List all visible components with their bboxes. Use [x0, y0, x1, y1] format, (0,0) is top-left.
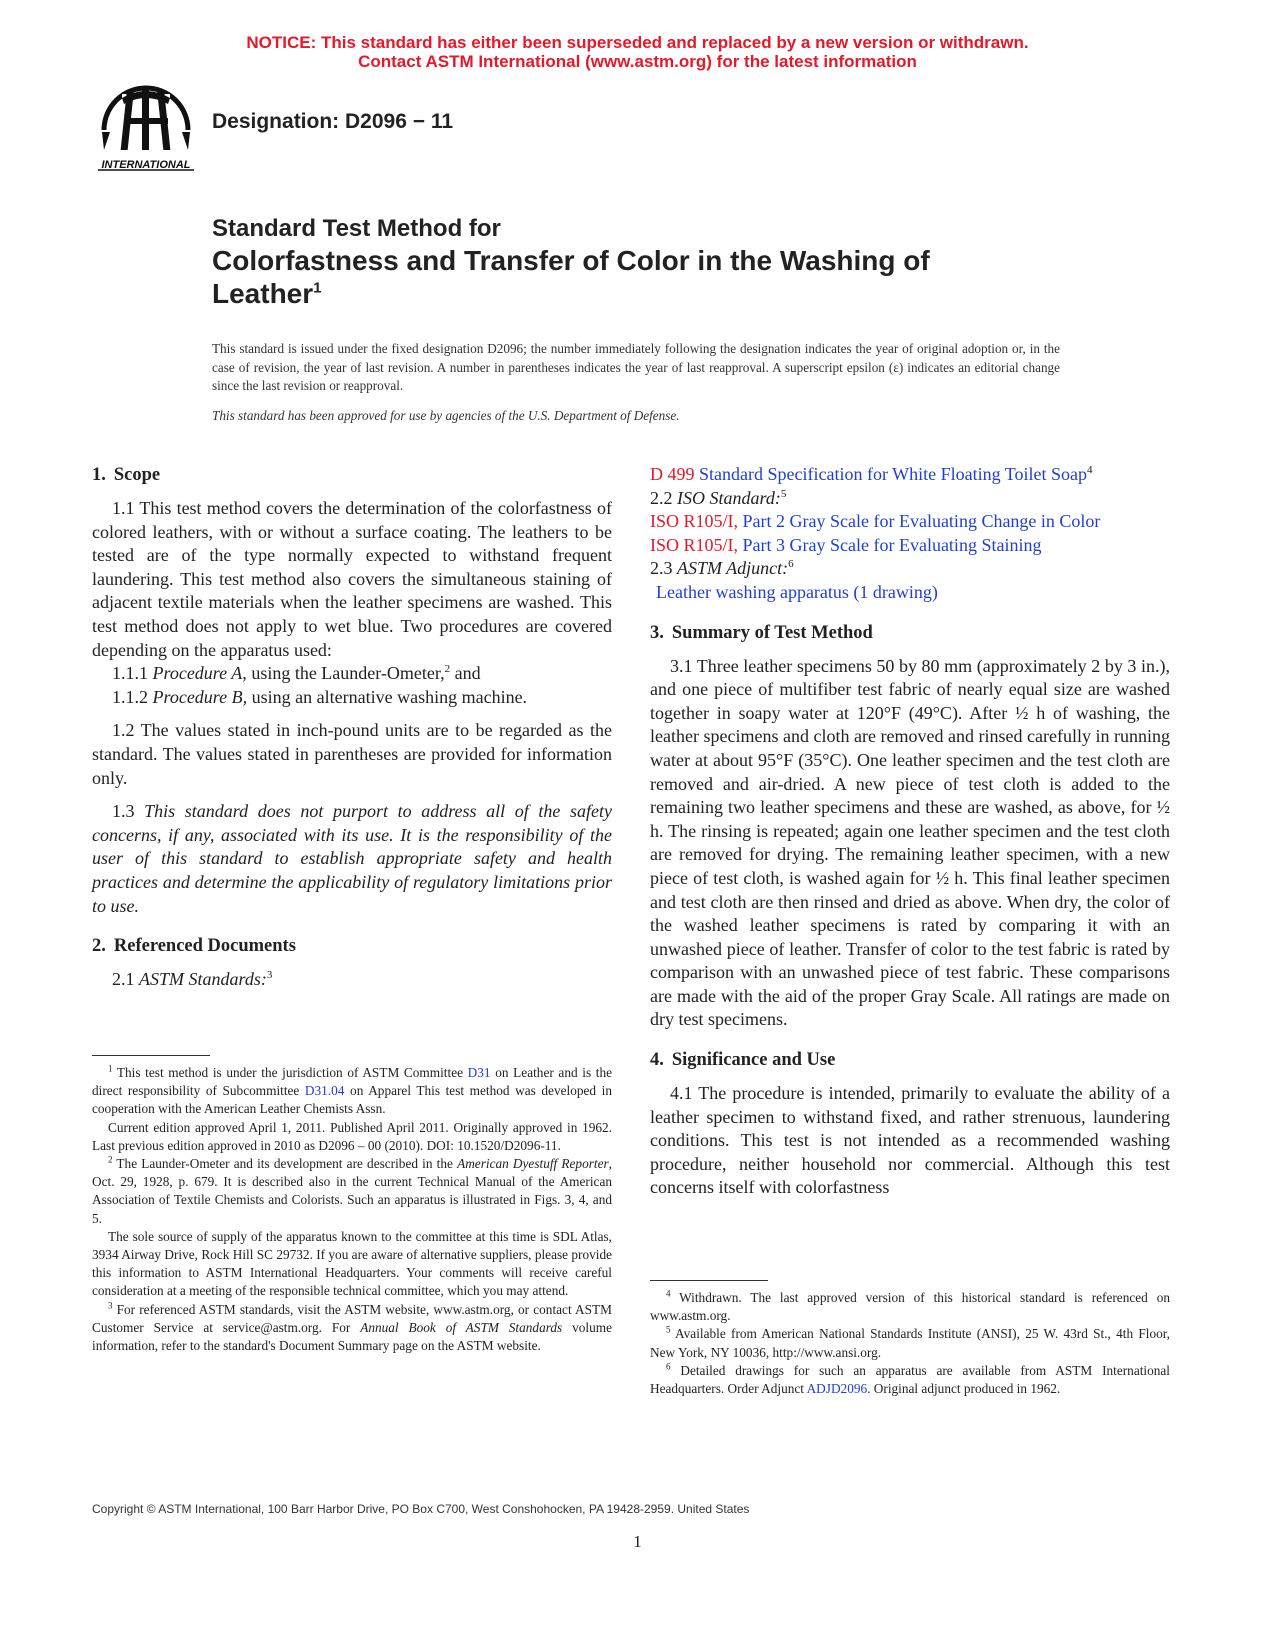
- para-1-2: 1.2 The values stated in inch-pound units are to be regarded as the standard. The values stated in parentheses are provided for information only.: [92, 720, 612, 788]
- issue-note: This standard is issued under the fixed designation D2096; the number immediately following the designation indicates the year of original adoption or, in the case of revision, the year of last revision. A number in parentheses indicates the year of last reapproval. A superscript epsilon (ε) indicates an editorial change since the last revision or reapproval.: [212, 341, 1060, 393]
- footnote-6: $^6$ Detailed drawings for such an apparatus are available from ASTM International Headquarters. Order Adjunct ADJD2096. Original adjunct produced in 1962.: [650, 1361, 1170, 1397]
- footnotes-left: [92, 1055, 612, 1355]
- footnote-rule: [92, 1055, 210, 1056]
- ref-d499: D 499 Standard Specification for White Floating Toilet Soap$^4$: [650, 464, 1093, 484]
- section-heading-significance: 4. Significance and Use: [650, 1050, 836, 1071]
- adjunct-link: Leather washing apparatus (1 drawing): [656, 581, 938, 602]
- title-line-1: Standard Test Method for: [212, 215, 501, 242]
- ref-iso-part2-code[interactable]: ISO R105/I,: [650, 511, 739, 532]
- footnote-1: $^1$ This test method is under the jurisdiction of ASTM Committee D31 on Leather and is the direct responsibility of Subcommittee D31.04 on Apparel This test method was developed in cooperation with the American Leather Chemists Assn.: [92, 1063, 613, 1117]
- section-heading-referenced-documents: 2. Referenced Documents: [92, 936, 296, 957]
- para-3-1: 3.1 Three leather specimens 50 by 80 mm (approximately 2 by 3 in.), and one piece of multifiber test fabric of nearly equal size are washed together in soapy water at 120°F (49°C). After ½ h of washing, the leather specimens and cloth are removed and rinsed carefully in running water at about 95°F (35°C). One leather specimen and the test cloth are removed and air-dried. A new piece of test cloth is added to the remaining two leather specimens and these are washed, as above, for ½ h. The rinsing is repeated; again one leather specimen and the test cloth are removed for drying. The remaining leather specimen, with a new piece of test cloth, is washed again for ½ h. This final leather specimen and test cloth are then rinsed and dried as above. When dry, the color of the washed leather specimens is rated by comparing it with an unwashed piece of leather. Transfer of color to the test fabric is rated by comparison with an unwashed piece of test fabric. These comparisons are made with the aid of the proper Gray Scale. All ratings are made on dry test specimens.: [650, 655, 1170, 1030]
- para-1-1: 1.1 This test method covers the determination of the colorfastness of colored leathers, with or without a surface coating. The leathers to be tested are of the type normally expected to withstand frequent laundering. This test method also covers the simultaneous staining of adjacent textile materials when the leather specimens are washed. This test method does not apply to wet blue. Two procedures are covered depending on the apparatus used:: [92, 498, 612, 660]
- notice-line-1: NOTICE: This standard has either been superseded and replaced by a new version or withdrawn.: [246, 33, 1029, 52]
- para-2-1: 2.1 ASTM Standards:$^3$: [112, 969, 273, 990]
- footnote-5: $^5$ Available from American National Standards Institute (ANSI), 25 W. 43rd St., 4th Floor, New York, NY 10036, http://www.ansi.org.: [650, 1324, 1170, 1360]
- designation: Designation: D2096 − 11: [212, 110, 454, 133]
- withdrawal-notice: [0, 33, 1275, 71]
- ref-iso-part3-code[interactable]: ISO R105/I,: [650, 534, 739, 555]
- link-d31-04[interactable]: D31.04: [304, 1083, 345, 1099]
- ref-iso-part3: [650, 534, 1170, 558]
- footnote-2: $^2$ The Launder-Ometer and its development are described in the American Dyestuff Reporter, Oct. 29, 1928, p. 679. It is described also in the current Technical Manual of the American Association of Textile Chemists and Colorists. Such an apparatus is illustrated in Figs. 3, 4, and 5.: [92, 1154, 612, 1226]
- footnote-rule: [650, 1280, 768, 1281]
- astm-logo: [92, 80, 200, 172]
- link-adjd2096[interactable]: ADJD2096: [806, 1381, 868, 1397]
- para-2-2: 2.2 ISO Standard:$^5$: [650, 487, 787, 508]
- ref-d499-code[interactable]: D 499: [650, 464, 695, 484]
- title-line-2: Colorfastness and Transfer of Color in the Washing of: [212, 245, 930, 276]
- footnote-4: $^4$ Withdrawn. The last approved version of this historical standard is referenced on www.astm.org.: [650, 1288, 1170, 1324]
- section-heading-summary: 3. Summary of Test Method: [650, 622, 873, 643]
- ref-iso-part2: [650, 510, 1170, 534]
- footnote-2-supplier: The sole source of supply of the apparatus known to the committee at this time is SDL Atlas, 3934 Airway Drive, Rock Hill SC 29732. If you are aware of alternative suppliers, please provide this information to ASTM International Headquarters. Your comments will receive careful consideration at a meeting of the responsible technical committee, which you may attend.: [92, 1228, 612, 1299]
- para-1-3: 1.3 This standard does not purport to address all of the safety concerns, if any, associated with its use. It is the responsibility of the user of this standard to establish appropriate safety and health practices and determine the applicability of regulatory limitations prior to use.: [92, 801, 612, 916]
- footnote-1-edition: Current edition approved April 1, 2011. Published April 2011. Originally approved in 1962. Last previous edition approved in 2010 as D2096 – 00 (2010). DOI: 10.1520/D2096-11.: [92, 1119, 612, 1153]
- footnotes-right: [650, 1280, 1170, 1398]
- ref-iso-part3-title[interactable]: Part 3 Gray Scale for Evaluating Staining: [742, 534, 1042, 555]
- logo-text: INTERNATIONAL: [101, 159, 191, 171]
- para-1-1-2: 1.1.2 Procedure B, using an alternative washing machine.: [112, 686, 528, 707]
- ref-iso-part2-title[interactable]: Part 2 Gray Scale for Evaluating Change in Color: [742, 511, 1101, 532]
- para-4-1: 4.1 The procedure is intended, primarily to evaluate the ability of a leather specimen to withstand fixed, and rather strenuous, laundering conditions. This test is not intended as a recommended washing procedure, neither household nor commercial. Although this test concerns itself with colorfastness: [650, 1083, 1170, 1198]
- link-d31[interactable]: D31: [467, 1065, 491, 1080]
- ref-d499-title[interactable]: Standard Specification for White Floating Toilet Soap: [699, 464, 1088, 484]
- right-column: [650, 463, 1170, 1200]
- left-column: [92, 463, 612, 992]
- astm-logo-icon: [92, 80, 200, 172]
- document-title: [212, 214, 1032, 310]
- title-line-3: Leather$^1$: [212, 278, 322, 309]
- dod-note: This standard has been approved for use by agencies of the U.S. Department of Defense.: [212, 408, 680, 423]
- copyright: Copyright © ASTM International, 100 Barr Harbor Drive, PO Box C700, West Conshohocken, PA 19428-2959. United States: [92, 1502, 750, 1516]
- para-2-3: 2.3 ASTM Adjunct:$^6$: [650, 558, 794, 579]
- footnote-3: $^3$ For referenced ASTM standards, visit the ASTM website, www.astm.org, or contact ASTM Customer Service at service@astm.org. For Annual Book of ASTM Standards volume information, refer to the standard's Document Summary page on the ASTM website.: [92, 1300, 613, 1354]
- section-heading-scope: 1. Scope: [92, 465, 161, 485]
- para-1-1-1: 1.1.1 Procedure A, using the Launder-Ometer,$^2$ and: [112, 663, 481, 684]
- page-number: 1: [633, 1532, 642, 1551]
- notice-line-2: Contact ASTM International (www.astm.org) for the latest information: [358, 52, 917, 71]
